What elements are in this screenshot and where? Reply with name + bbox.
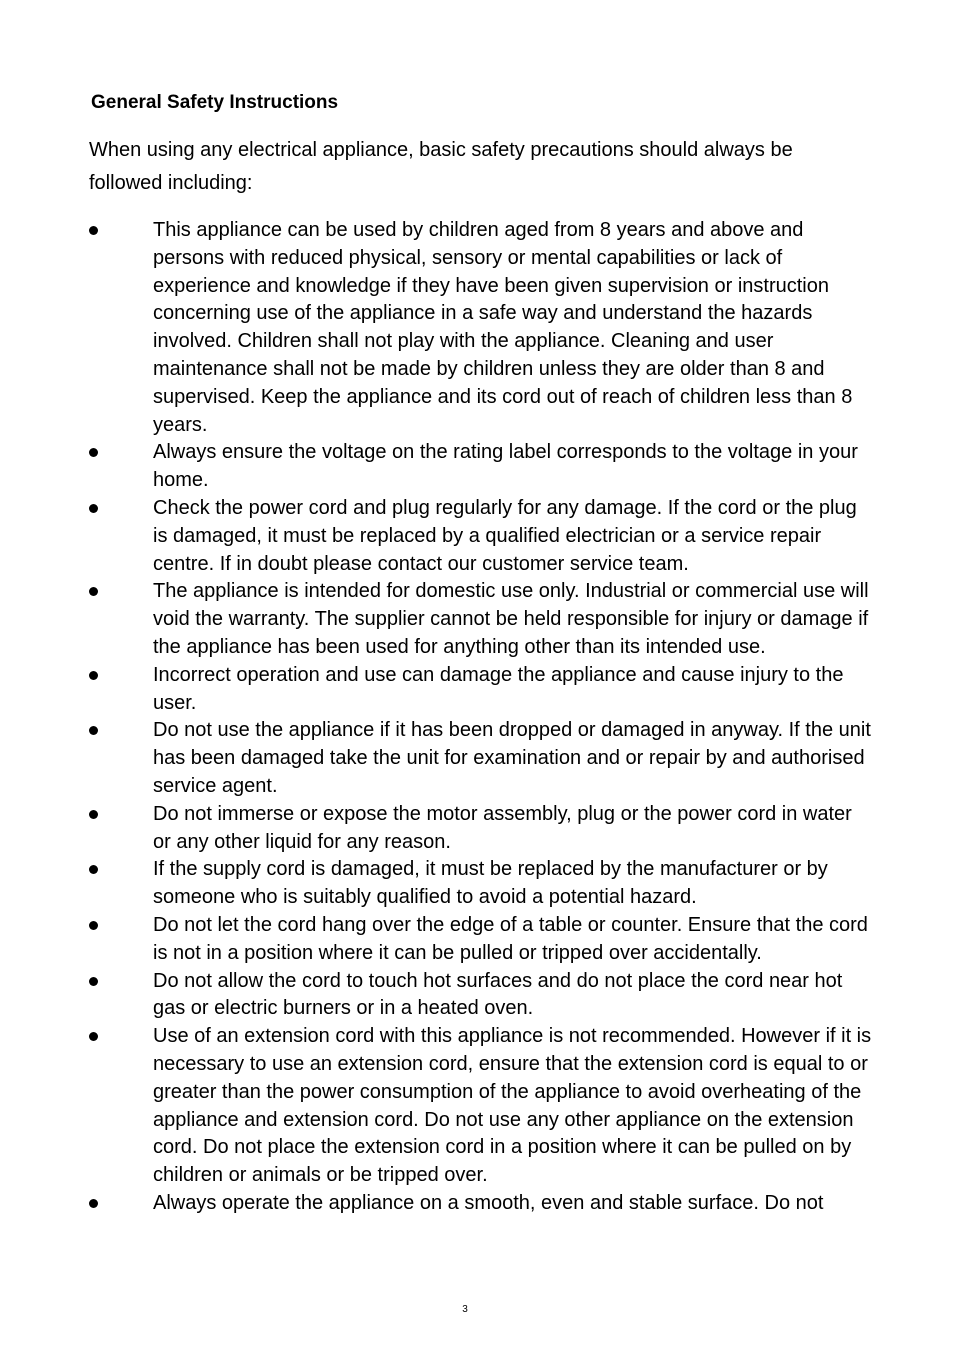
list-item-text: Do not immerse or expose the motor assembly, plug or the power cord in water or any other liquid for any reason. — [153, 802, 852, 853]
list-item — [0, 1190, 873, 1218]
bullet-icon — [89, 865, 98, 874]
list-item-text: This appliance can be used by children aged from 8 years and above and persons with reduced physical, sensory or mental capabilities or lack of experience and knowledge if they have been given supervision or instruction concerning use of the appliance in a safe way and understand the hazards involved. Children shall not play with the appliance. Cleaning and user maintenance shall not be made by children unless they are older than 8 and supervised. Keep the appliance and its cord out of reach of children less than 8 years. — [153, 219, 853, 436]
bullet-icon — [89, 504, 98, 513]
list-item-text: Use of an extension cord with this appliance is not recommended. However if it is necessary to use an extension cord, ensure that the extension cord is equal to or greater than the power consumption of the appliance to avoid overheating of the appliance and extension cord. Do not use any other appliance on the extension cord. Do not place the extension cord in a position where it can be pulled on by children or animals or be tripped over. — [153, 1025, 872, 1187]
list-item — [0, 1023, 873, 1190]
list-item — [0, 801, 873, 857]
bullet-icon — [89, 671, 98, 680]
list-item — [0, 578, 873, 661]
safety-instructions-list — [0, 217, 954, 1218]
list-item-text: Always ensure the voltage on the rating label corresponds to the voltage in your home. — [153, 441, 858, 492]
intro-paragraph: When using any electrical appliance, basic safety precautions should always be followed including: — [89, 139, 793, 194]
list-item — [0, 662, 873, 718]
list-item-text: Incorrect operation and use can damage the appliance and cause injury to the user. — [153, 663, 844, 714]
list-item — [0, 968, 873, 1024]
list-item-text: Do not use the appliance if it has been dropped or damaged in anyway. If the unit has been damaged take the unit for examination and or repair by and authorised service agent. — [153, 719, 871, 797]
list-item-text: Do not let the cord hang over the edge of a table or counter. Ensure that the cord is not in a position where it can be pulled or tripped over accidentally. — [153, 913, 868, 964]
bullet-icon — [89, 587, 98, 596]
bullet-icon — [89, 810, 98, 819]
page-number: 3 — [462, 1304, 468, 1315]
list-item-text: Always operate the appliance on a smooth, even and stable surface. Do not — [153, 1191, 824, 1214]
bullet-icon — [89, 921, 98, 930]
list-item-text: Do not allow the cord to touch hot surfaces and do not place the cord near hot gas or electric burners or in a heated oven. — [153, 969, 843, 1020]
bullet-icon — [89, 726, 98, 735]
bullet-icon — [89, 226, 98, 235]
bullet-icon — [89, 448, 98, 457]
list-item-text: If the supply cord is damaged, it must be replaced by the manufacturer or by someone who is suitably qualified to avoid a potential hazard. — [153, 858, 828, 909]
list-item-text: Check the power cord and plug regularly for any damage. If the cord or the plug is damaged, it must be replaced by a qualified electrician or a service repair centre. If in doubt please contact our customer service team. — [153, 496, 857, 575]
list-item — [0, 495, 873, 578]
section-heading: General Safety Instructions — [91, 92, 339, 113]
list-item — [0, 217, 873, 439]
list-item — [0, 912, 873, 968]
bullet-icon — [89, 1032, 98, 1041]
list-item-text: The appliance is intended for domestic use only. Industrial or commercial use will void the warranty. The supplier cannot be held responsible for injury or damage if the appliance has been used for anything other than its intended use. — [153, 580, 869, 658]
list-item — [0, 439, 873, 495]
list-item — [0, 717, 873, 800]
list-item — [0, 856, 873, 912]
bullet-icon — [89, 1199, 98, 1208]
bullet-icon — [89, 977, 98, 986]
